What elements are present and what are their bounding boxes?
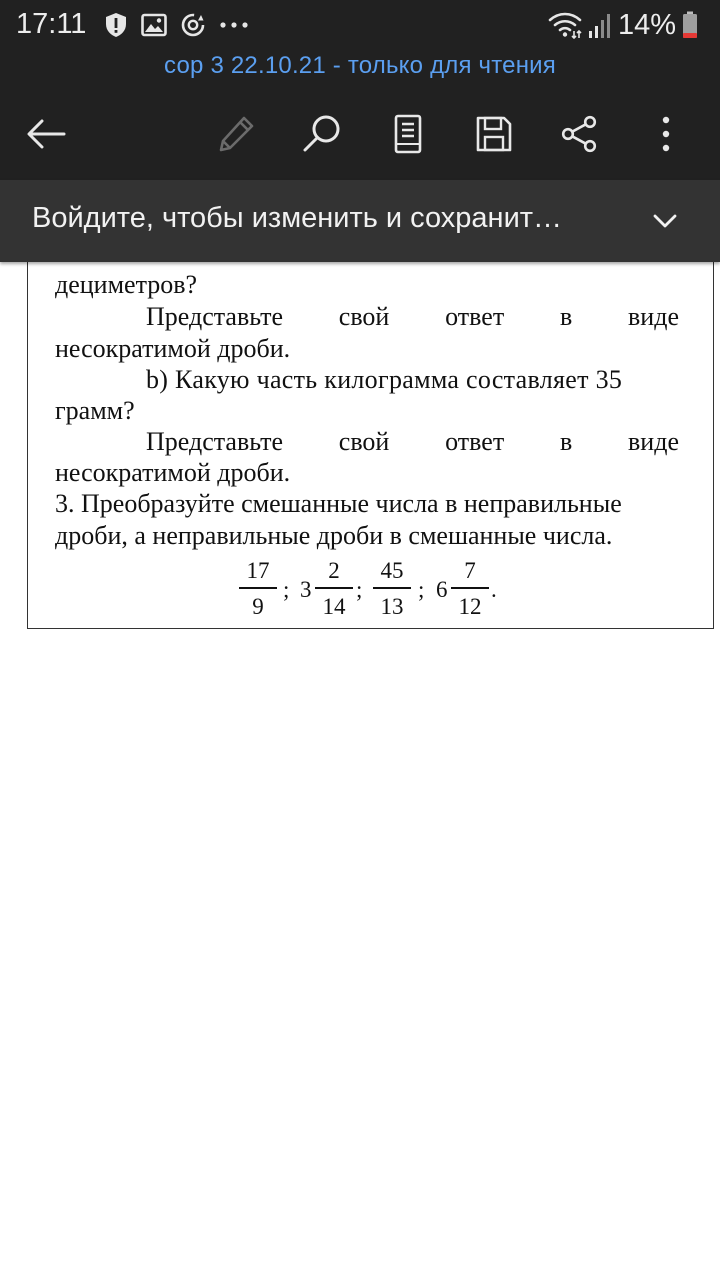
wifi-icon <box>548 11 582 39</box>
edit-pencil-icon <box>217 115 255 153</box>
chevron-down-icon[interactable] <box>650 206 680 236</box>
search-button[interactable] <box>294 106 350 162</box>
fraction-7-12: 7 12 <box>447 557 493 621</box>
shield-alert-icon <box>104 12 128 38</box>
image-icon <box>141 13 167 37</box>
doc-line-gram: грамм? <box>55 396 135 425</box>
sign-in-banner-text: Войдите, чтобы изменить и сохранит… <box>32 202 563 234</box>
doc-line-task3-b: дроби, а неправильные дроби в смешанные числа. <box>55 521 613 550</box>
status-notification-icons <box>104 11 262 39</box>
fraction-2-14: 2 14 <box>311 557 357 621</box>
doc-line-represent-1: Представьте свой ответ в виде <box>146 302 679 331</box>
more-options-button[interactable] <box>638 106 694 162</box>
doc-line-decimeters: дециметров? <box>55 270 198 299</box>
battery-percent: 14% <box>617 8 676 41</box>
mobile-view-button[interactable] <box>380 106 436 162</box>
document-title: сор 3 22.10.21 - только для чтения <box>164 52 556 79</box>
share-icon <box>560 115 598 153</box>
math-separator: ; <box>418 577 425 602</box>
math-period: . <box>491 577 497 602</box>
doc-line-question-b: b) Какую часть килограмма составляет 35 <box>146 365 623 394</box>
more-dots-icon <box>219 21 249 29</box>
math-separator: ; <box>356 577 363 602</box>
status-bar <box>0 0 720 50</box>
signal-icon <box>588 11 612 39</box>
doc-line-represent-2: Представьте свой ответ в виде <box>146 427 679 456</box>
save-icon <box>475 115 513 153</box>
app-chrome <box>0 0 720 180</box>
document-toolbar <box>0 96 720 172</box>
edit-button[interactable] <box>208 106 264 162</box>
sign-in-banner[interactable] <box>0 180 720 262</box>
document-page <box>27 240 714 629</box>
save-button[interactable] <box>466 106 522 162</box>
more-vert-icon <box>661 115 671 153</box>
back-icon <box>26 118 66 150</box>
share-button[interactable] <box>551 106 607 162</box>
fraction-17-9: 17 9 <box>235 557 281 621</box>
search-icon <box>302 114 342 154</box>
mixed-whole-6: 6 <box>436 577 448 602</box>
status-system-icons <box>548 8 704 42</box>
doc-line-irreducible-1: несократимой дроби. <box>55 334 291 363</box>
doc-line-irreducible-2: несократимой дроби. <box>55 458 291 487</box>
math-separator: ; <box>283 577 290 602</box>
sync-icon <box>180 12 206 38</box>
fraction-45-13: 45 13 <box>369 557 415 621</box>
mixed-whole-3: 3 <box>300 577 312 602</box>
fraction-expression <box>28 557 714 629</box>
back-button[interactable] <box>18 106 74 162</box>
doc-line-task3-a: 3. Преобразуйте смешанные числа в неправильные <box>55 489 622 518</box>
mobile-view-icon <box>393 114 423 154</box>
battery-icon <box>682 11 698 39</box>
status-time: 17:11 <box>16 8 87 40</box>
